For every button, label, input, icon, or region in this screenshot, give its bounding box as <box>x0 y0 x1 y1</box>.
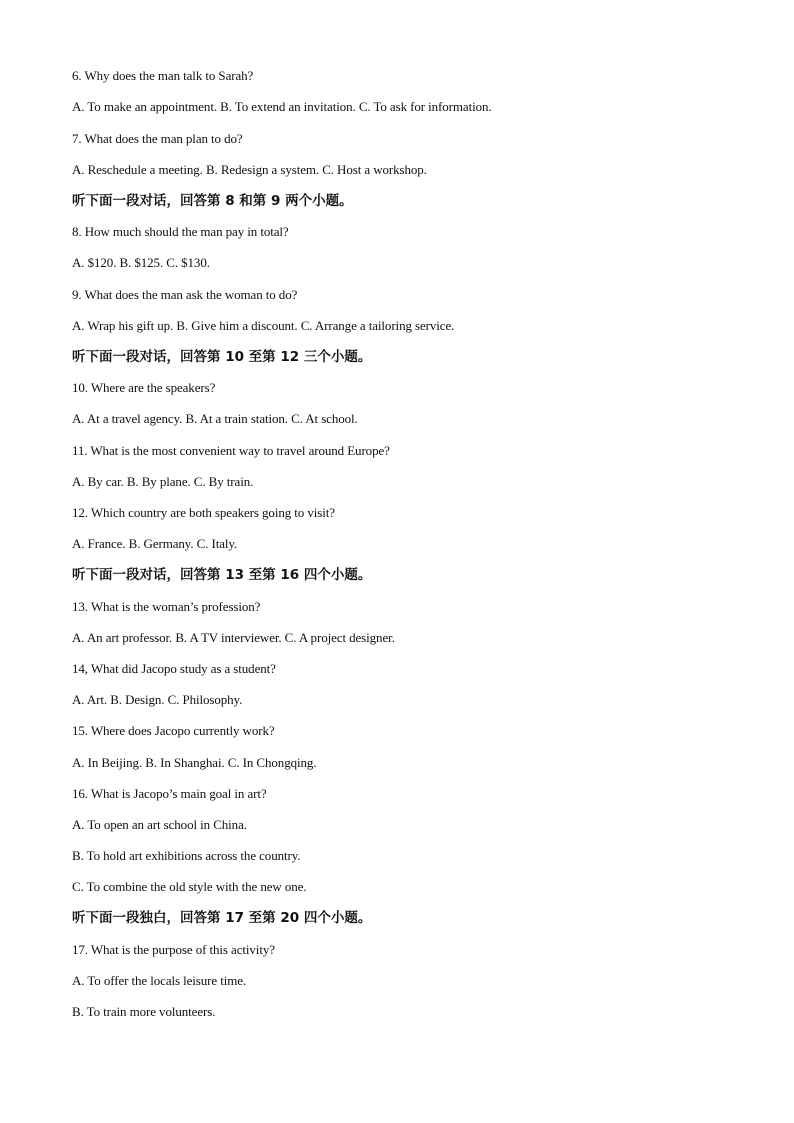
question-9-options: A. Wrap his gift up. B. Give him a discount. C. Arrange a tailoring service. <box>72 318 455 333</box>
question-14: 14, What did Jacopo study as a student? <box>72 661 276 676</box>
question-7-options: A. Reschedule a meeting. B. Redesign a system. C. Host a workshop. <box>72 162 427 177</box>
section-heading-17-20: 听下面一段独白，回答第 17 至第 20 四个小题。 <box>72 910 372 926</box>
section-heading-10-12: 听下面一段对话，回答第 10 至第 12 三个小题。 <box>72 349 372 365</box>
question-15: 15. Where does Jacopo currently work? <box>72 723 275 738</box>
question-14-options: A. Art. B. Design. C. Philosophy. <box>72 692 243 707</box>
question-11-options: A. By car. B. By plane. C. By train. <box>72 474 254 489</box>
question-8: 8. How much should the man pay in total? <box>72 224 289 239</box>
question-7: 7. What does the man plan to do? <box>72 131 243 146</box>
question-11: 11. What is the most convenient way to travel around Europe? <box>72 443 390 458</box>
question-9: 9. What does the man ask the woman to do? <box>72 287 298 302</box>
question-15-options: A. In Beijing. B. In Shanghai. C. In Chongqing. <box>72 755 317 770</box>
question-6-options: A. To make an appointment. B. To extend an invitation. C. To ask for information. <box>72 99 492 114</box>
question-13-options: A. An art professor. B. A TV interviewer. C. A project designer. <box>72 630 395 645</box>
question-17-option-b: B. To train more volunteers. <box>72 1004 216 1019</box>
question-13: 13. What is the woman’s profession? <box>72 599 261 614</box>
question-10: 10. Where are the speakers? <box>72 380 216 395</box>
question-6: 6. Why does the man talk to Sarah? <box>72 68 254 83</box>
question-16: 16. What is Jacopo’s main goal in art? <box>72 786 267 801</box>
question-16-option-b: B. To hold art exhibitions across the country. <box>72 848 301 863</box>
section-heading-13-16: 听下面一段对话，回答第 13 至第 16 四个小题。 <box>72 567 372 583</box>
question-10-options: A. At a travel agency. B. At a train station. C. At school. <box>72 411 358 426</box>
question-16-option-c: C. To combine the old style with the new one. <box>72 879 307 894</box>
question-17: 17. What is the purpose of this activity? <box>72 942 275 957</box>
question-12: 12. Which country are both speakers going to visit? <box>72 505 335 520</box>
question-8-options: A. $120. B. $125. C. $130. <box>72 255 210 270</box>
question-17-option-a: A. To offer the locals leisure time. <box>72 973 247 988</box>
question-16-option-a: A. To open an art school in China. <box>72 817 247 832</box>
section-heading-8-9: 听下面一段对话，回答第 8 和第 9 两个小题。 <box>72 193 353 209</box>
question-12-options: A. France. B. Germany. C. Italy. <box>72 536 238 551</box>
